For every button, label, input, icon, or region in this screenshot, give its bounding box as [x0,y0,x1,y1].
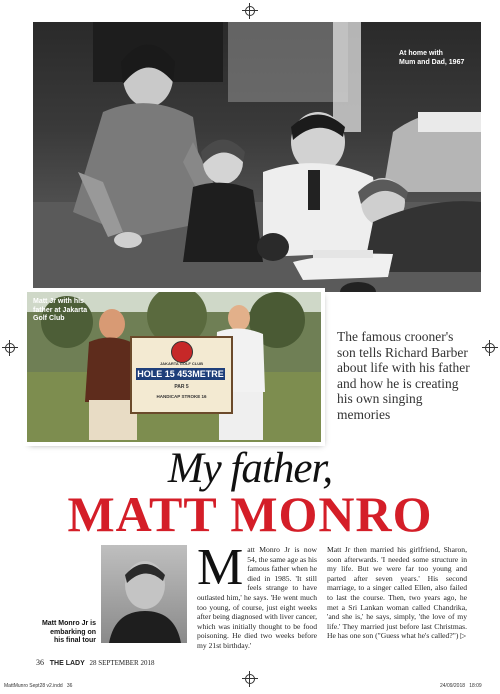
registration-mark-top [245,6,255,16]
slug-file: MattMunro Sept28 v2.indd 36 [4,683,73,689]
magazine-name: THE LADY [49,660,85,667]
golf-hole-distance: HOLE 15 453METRE [137,369,224,379]
golf-club-name: JAKARTA GOLF CLUB [159,361,204,366]
registration-mark-bottom [245,674,255,684]
slug-stamp: 24/09/2018 18:09 [440,683,482,689]
headline-kicker: My father, [167,445,333,492]
registration-mark-left [5,343,15,353]
family-photo [33,22,481,292]
standfirst: The famous crooner's son tells Richard Barber about life with his father and how he is creating his own singing memories [337,329,470,422]
golf-hole-sign [130,336,233,414]
golf-photo [27,292,321,442]
headline-title: MATT MONRO [67,486,433,542]
body-paragraph-2: Matt Jr then married his girlfriend, Sharon, soon afterwards. 'I needed some structure in my life. But we were far too young and parted after seven years.' His second marriage, to a singer called Ellen, also failed to last the course. Then, two years ago, he met a Sri Lankan woman called Chandrika, 'and she is,' he says, simply, 'the love of my life.' They married just before last Christmas. He has one son ("Guess what he's called?") ▷ [327,545,467,641]
portrait-scene [101,545,187,643]
family-photo-caption: At home with Mum and Dad, 1967 [399,50,465,66]
body-column-1 [197,539,317,660]
body-paragraph-1: att Monro Jr is now 54, the same age as his famous father when he died in 1985. 'It still feels strange to have outlasted him,' he says. 'He went much too young, of course, just eight weeks after being diagnosed with liver cancer, which was initially thought to be food poisoning. He died two weeks before my 21st birthday.' [197,545,317,650]
portrait-caption: Matt Monro Jr is embarking on his final tour [41,620,96,644]
portrait-photo [101,545,187,643]
issue-date: 28 SEPTEMBER 2018 [89,659,155,667]
golf-par: PAR 5 [174,384,189,390]
golf-photo-caption: Matt Jr with his father at Jakarta Golf Club [33,298,88,322]
golf-handicap: HANDICAP STROKE 16 [156,394,207,399]
golf-club-logo [171,341,193,363]
registration-mark-right [485,343,495,353]
page-number: 36 [36,658,44,667]
folio [36,657,456,669]
drop-cap: M [197,539,244,596]
